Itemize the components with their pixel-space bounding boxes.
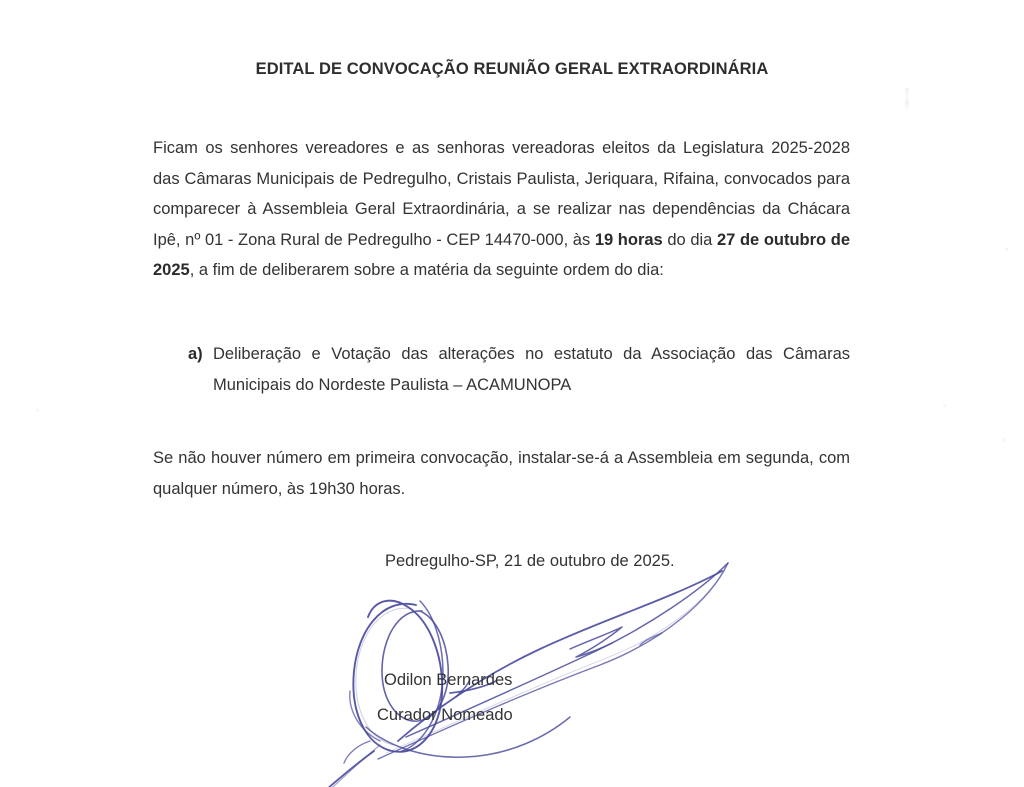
signer-role: Curador Nomeado: [377, 706, 513, 724]
agenda-list: [188, 339, 850, 400]
meeting-time: 19 horas: [594, 230, 663, 249]
signature-place-and-date: Pedregulho-SP, 21 de outubro de 2025.: [385, 552, 675, 570]
handwritten-signature: [270, 545, 770, 787]
meeting-date: 27 de outubro de 2025: [153, 230, 850, 279]
scan-artifact: [1002, 438, 1005, 442]
agenda-item-text: Deliberação e Votação das alterações no estatuto da Associação das Câmaras Municipais do Nordeste Paulista – ACAMUNOPA: [213, 345, 850, 394]
agenda-item: [188, 339, 850, 400]
scan-artifact: [905, 88, 909, 110]
scan-artifact: [943, 404, 946, 407]
closing-paragraph: Se não houver número em primeira convocação, instalar-se-á a Assembleia em segunda, com qualquer número, às 19h30 horas.: [153, 449, 850, 498]
document-title: EDITAL DE CONVOCAÇÃO REUNIÃO GERAL EXTRAORDINÁRIA: [255, 60, 769, 78]
agenda-item-marker: a): [188, 345, 203, 363]
opening-segment-2: do dia: [662, 230, 717, 249]
opening-paragraph: [153, 133, 850, 286]
signer-name: Odilon Bernardes: [384, 671, 513, 689]
scan-artifact: [1005, 248, 1008, 251]
opening-segment-1: Ficam os senhores vereadores e as senhoras vereadoras eleitos da Legislatura 2025-2028 das Câmaras Municipais de Pedregulho, Cristais Paulista, Jeriquara, Rifaina, convocados para comparecer à Assembleia Geral Extraordinária, a se realizar nas dependências da Chácara Ipê, nº 01 - Zona Rural de Pedregulho - CEP 14470-000, às: [153, 139, 850, 249]
scan-artifact: [36, 409, 39, 412]
opening-segment-3: , a fim de deliberarem sobre a matéria da seguinte ordem do dia:: [189, 261, 664, 279]
